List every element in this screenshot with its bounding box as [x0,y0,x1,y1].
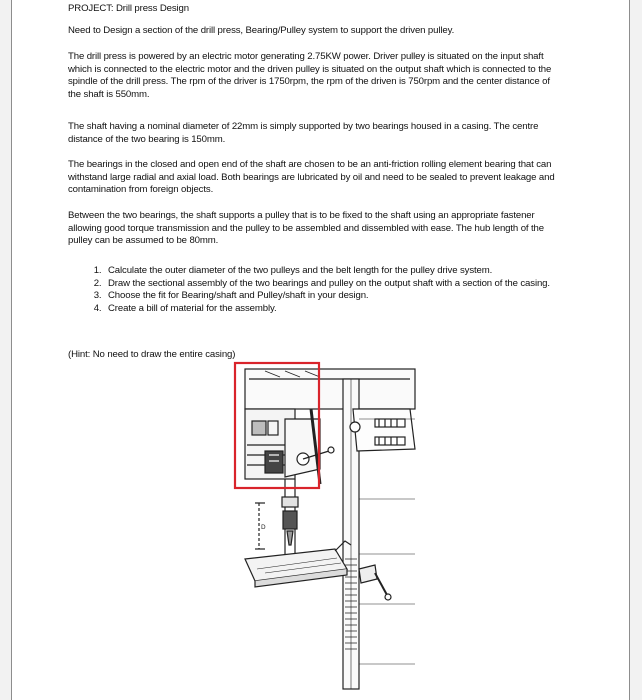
paragraph-objective: Need to Design a section of the drill press, Bearing/Pulley system to support the driven pulley. [68,25,455,36]
right-margin [629,0,642,700]
task-item: 3. Choose the fit for Bearing/shaft and Pulley/shaft in your design. [104,290,564,303]
paragraph-shaft: The shaft having a nominal diameter of 22mm is simply supported by two bearings housed in a casing. The centre distance of the two bearing is 150mm. [68,121,539,145]
paragraph-bearings: The bearings in the closed and open end of the shaft are chosen to be an anti-friction rolling element bearing that can withstand large radial and axial load. Both bearings are lubricated by oil and need to be sealed to prevent leakage and contamination from foreign objects. [68,159,555,196]
task-item: 1. Calculate the outer diameter of the two pulleys and the belt length for the pulley drive system. [104,265,564,278]
hint-text: (Hint: No need to draw the entire casing) [68,349,236,360]
paragraph-power: The drill press is powered by an electric motor generating 2.75KW power. Driver pulley is situated on the input shaft which is connected to the electric motor and the driven pulley is situated on the output shaft which is connected to the spindle of the drill press. The rpm of the driver is 1750rpm, the rpm of the driven is 750rpm and the center distance of the shaft is 550mm. [68,51,552,100]
left-margin [0,0,12,700]
drill-press-figure [225,359,445,694]
document-title: PROJECT: Drill press Design [68,3,189,14]
dimension-label-d: D [261,524,266,531]
task-list [68,265,564,315]
paragraph-pulley: Between the two bearings, the shaft supports a pulley that is to be fixed to the shaft using an appropriate fastener allowing good torque transmission and the pulley to be assembled and dissembled with ease. The hub length of the pulley can be assumed to be 80mm. [68,210,544,247]
task-item: 2. Draw the sectional assembly of the two bearings and pulley on the output shaft with a section of the casing. [104,278,564,291]
task-item: 4. Create a bill of material for the assembly. [104,303,564,316]
drill-press-drawing-icon [225,359,445,694]
